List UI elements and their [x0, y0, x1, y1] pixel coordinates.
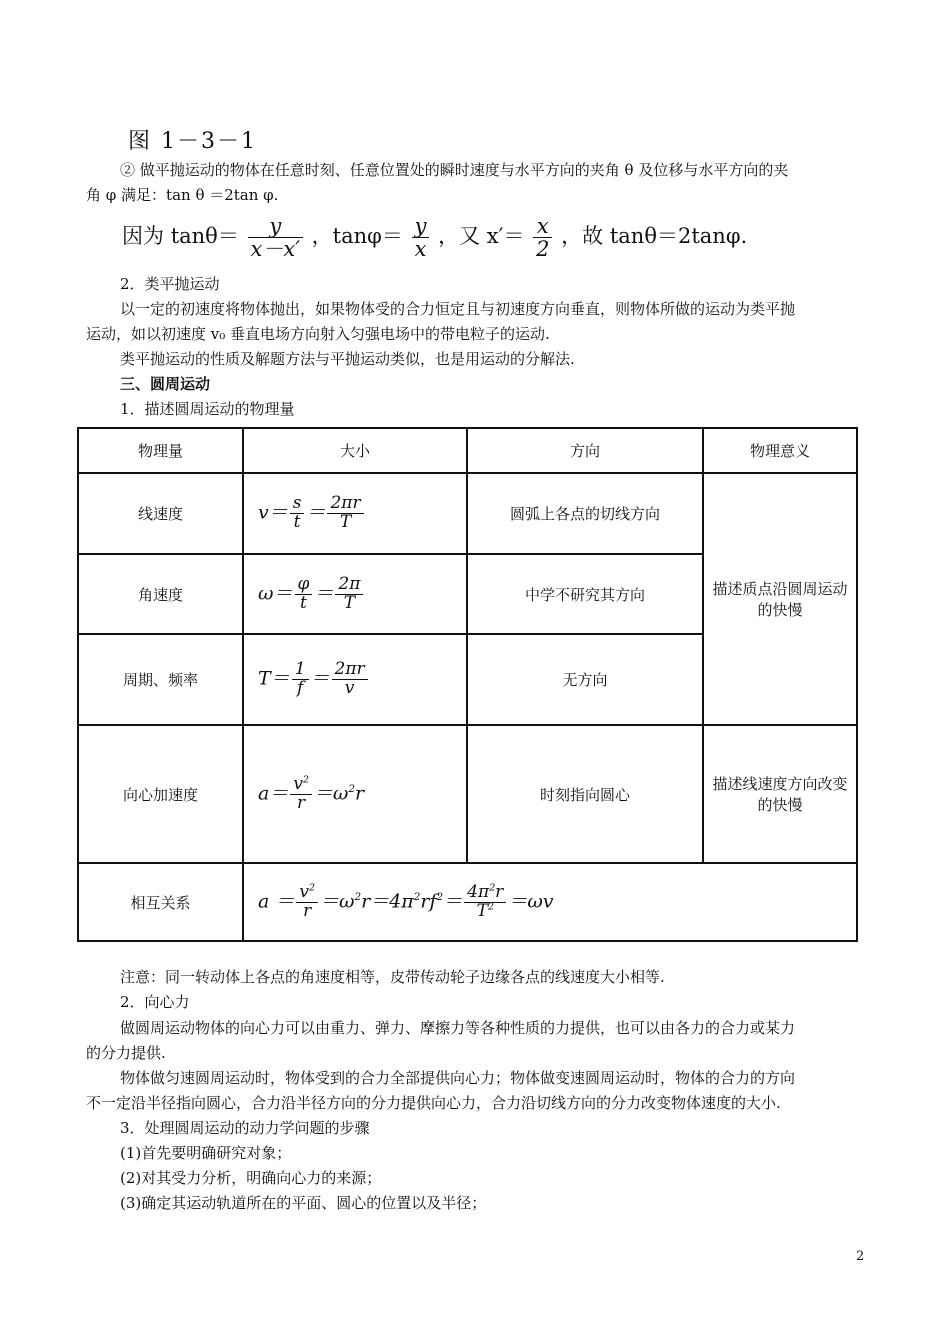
page-number: 2 — [856, 1249, 865, 1264]
step-item: (2)对其受力分析，明确向心力的来源； — [120, 1169, 382, 1187]
heading-quantities: 1．描述圆周运动的物理量 — [120, 400, 295, 418]
paragraph-angle-cont: 角 φ 满足：tan θ ＝2tan φ. — [86, 186, 279, 204]
row-name-period-frequency: 周期、频率 — [78, 634, 243, 725]
formula-so: ，故 tanθ＝2tanφ. — [561, 224, 748, 249]
row-name-linear-velocity: 线速度 — [78, 473, 243, 554]
header-meaning: 物理意义 — [703, 428, 857, 473]
table-row — [78, 473, 857, 554]
meaning-direction-change: 描述线速度方向改变的快慢 — [703, 725, 857, 863]
quantities-table — [77, 427, 858, 942]
paragraph-force-3: 物体做匀速圆周运动时，物体受到的合力全部提供向心力；物体做变速圆周运动时，物体的合力的方向 — [120, 1069, 796, 1087]
table-row — [78, 863, 857, 941]
formula-tan-theta: tanθ＝ — [170, 224, 239, 249]
paragraph-quasi-2: 运动，如以初速度 v₀ 垂直电场方向射入匀强电场中的带电粒子的运动. — [86, 325, 550, 343]
heading-steps: 3．处理圆周运动的动力学问题的步骤 — [120, 1119, 370, 1137]
table-header-row — [78, 428, 857, 473]
formula-frac-1: $\frac{y}{x-x'}$ — [248, 215, 303, 260]
formula-angular-velocity: ω＝ $\frac{\varphi}{t}$ ＝ $\frac{2\pi}{T}$ — [243, 554, 467, 634]
paragraph-force-4: 不一定沿半径指向圆心，合力沿半径方向的分力提供向心力，合力沿切线方向的分力改变物体速度的大小. — [86, 1094, 781, 1112]
row-name-relations: 相互关系 — [78, 863, 243, 941]
figure-caption: 图 1－3－1 — [128, 129, 257, 154]
paragraph-quasi-3: 类平抛运动的性质及解题方法与平抛运动类似，也是用运动的分解法. — [120, 350, 575, 368]
direction-angular-velocity: 中学不研究其方向 — [467, 554, 703, 634]
direction-linear-velocity: 圆弧上各点的切线方向 — [467, 473, 703, 554]
formula-linear-velocity: v＝ $\frac{s}{t}$ ＝ $\frac{2\pi r}{T}$ — [243, 473, 467, 554]
header-direction: 方向 — [467, 428, 703, 473]
paragraph-angle: ② 做平抛运动的物体在任意时刻、任意位置处的瞬时速度与水平方向的夹角 θ 及位移与水平方向的夹 — [120, 161, 789, 179]
meaning-speed: 描述质点沿圆周运动的快慢 — [703, 473, 857, 725]
step-item: (1)首先要明确研究对象； — [120, 1144, 292, 1162]
heading-circular-motion: 三、圆周运动 — [120, 375, 211, 393]
header-magnitude: 大小 — [243, 428, 467, 473]
header-quantity: 物理量 — [78, 428, 243, 473]
formula-tan-phi: ，tanφ＝ — [311, 224, 403, 249]
paragraph-quasi-1: 以一定的初速度将物体抛出，如果物体受的合力恒定且与初速度方向垂直，则物体所做的运动为类平抛 — [120, 300, 796, 318]
note-paragraph: 注意：同一转动体上各点的角速度相等，皮带传动轮子边缘各点的线速度大小相等. — [120, 968, 665, 986]
row-name-angular-velocity: 角速度 — [78, 554, 243, 634]
heading-centripetal-force: 2．向心力 — [120, 993, 190, 1011]
angle-formula — [122, 215, 747, 260]
formula-because: 因为 — [122, 224, 164, 249]
direction-centripetal-acceleration: 时刻指向圆心 — [467, 725, 703, 863]
table-row — [78, 725, 857, 863]
formula-also: ，又 x′＝ — [438, 224, 525, 249]
paragraph-force-2: 的分力提供. — [86, 1044, 166, 1062]
formula-centripetal-acceleration: a＝ $\frac{v^2}{r}$ $=\omega^2r$ — [243, 725, 467, 863]
formula-period: T＝ $\frac{1}{f}$ ＝ $\frac{2\pi r}{v}$ — [243, 634, 467, 725]
heading-quasi-projectile: 2．类平抛运动 — [120, 275, 220, 293]
formula-frac-3: $\frac{x}{2}$ — [533, 215, 552, 260]
formula-frac-2: $\frac{y}{x}$ — [412, 215, 430, 260]
step-item: (3)确定其运动轨道所在的平面、圆心的位置以及半径； — [120, 1194, 487, 1212]
direction-period: 无方向 — [467, 634, 703, 725]
row-name-centripetal-acceleration: 向心加速度 — [78, 725, 243, 863]
formula-relations: a ＝ $\frac{v^2}{r}$ $=\omega^2r=4\pi^2rf^2=$ $\frac{4\pi^2r}{T^2}$ ＝ωv — [243, 863, 857, 941]
paragraph-force-1: 做圆周运动物体的向心力可以由重力、弹力、摩擦力等各种性质的力提供，也可以由各力的合力或某力 — [120, 1019, 796, 1037]
